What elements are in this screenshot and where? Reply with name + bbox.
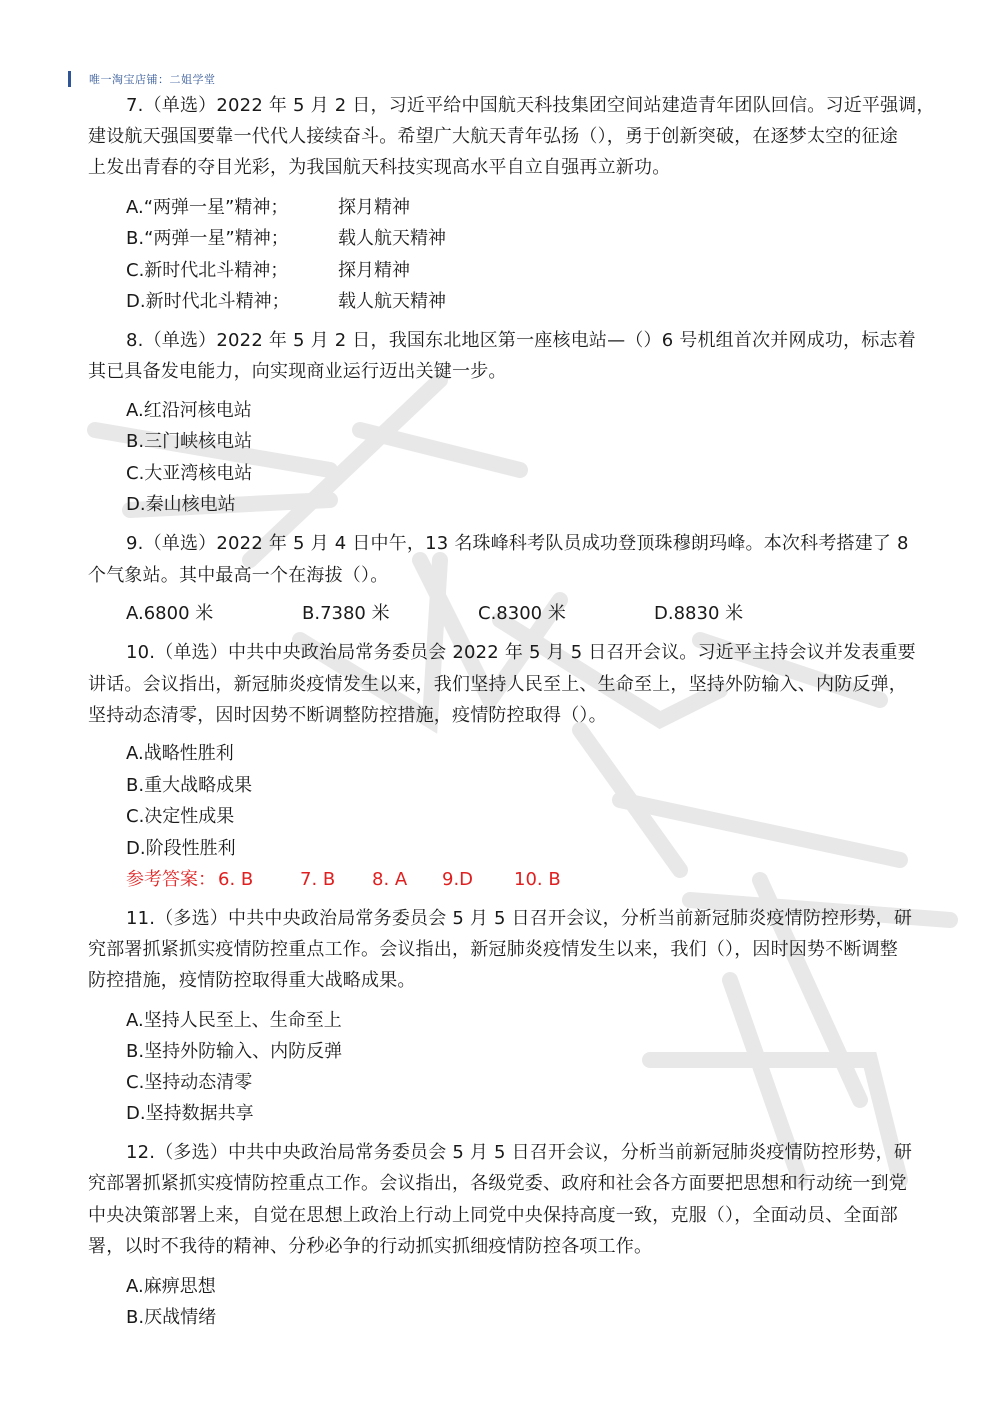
q8-option-d: D.秦山核电站 [126,494,236,515]
q9-option-b: B.7380 米 [302,603,390,624]
q12-line-4: 署，以时不我待的精神、分秒必争的行动抓实抓细疫情防控各项工作。 [88,1236,653,1257]
answer-6: 6. B [218,869,254,890]
q12-line-2: 究部署抓紧抓实疫情防控重点工作。会议指出，各级党委、政府和社会各方面要把思想和行动统一到党 [88,1173,907,1194]
q10-option-d: D.阶段性胜利 [126,838,236,859]
q7-option-a: A.“两弹一星”精神； 探月精神 [126,197,410,218]
q12-line-3: 中央决策部署上来，自觉在思想上政治上行动上同党中央保持高度一致，克服（），全面动员、全面部 [88,1205,898,1226]
q12-line-1: 12.（多选）中共中央政治局常务委员会 5 月 5 日召开会议，分析当前新冠肺炎疫情防控形势，研 [126,1142,913,1163]
q10-option-b: B.重大战略成果 [126,775,253,796]
answer-9: 9.D [442,869,474,890]
q12-option-a: A.麻痹思想 [126,1276,216,1297]
q8-option-b: B.三门峡核电站 [126,431,253,452]
q9-line-2: 个气象站。其中最高一个在海拔（）。 [88,565,389,586]
q7-option-c: C.新时代北斗精神； 探月精神 [126,260,410,281]
q8-option-a: A.红沿河核电站 [126,400,252,421]
q8-line-1: 8.（单选）2022 年 5 月 2 日，我国东北地区第一座核电站—（）6 号机组首次并网成功，标志着 [126,330,916,351]
q10-line-2: 讲话。会议指出，新冠肺炎疫情发生以来，我们坚持人民至上、生命至上，坚持外防输入、内防反弹， [88,674,907,695]
answer-8: 8. A [372,869,408,890]
q8-line-2: 其已具备发电能力，向实现商业运行迈出关键一步。 [88,361,507,382]
q10-line-3: 坚持动态清零，因时因势不断调整防控措施，疫情防控取得（）。 [88,705,607,726]
q10-option-a: A.战略性胜利 [126,743,234,764]
answer-10: 10. B [514,869,561,890]
q12-option-b: B.厌战情绪 [126,1307,217,1328]
q11-line-3: 防控措施，疫情防控取得重大战略成果。 [88,970,416,991]
q8-option-c: C.大亚湾核电站 [126,463,253,484]
q7-line-2: 建设航天强国要靠一代代人接续奋斗。希望广大航天青年弘扬（），勇于创新突破，在逐梦太空的征途 [88,126,898,147]
q11-option-b: B.坚持外防输入、内防反弹 [126,1041,343,1062]
q7-option-b: B.“两弹一星”精神； 载人航天精神 [126,228,446,249]
q9-option-c: C.8300 米 [478,603,566,624]
q7-line-3: 上发出青春的夺目光彩，为我国航天科技实现高水平自立自强再立新功。 [88,157,671,178]
q11-line-2: 究部署抓紧抓实疫情防控重点工作。会议指出，新冠肺炎疫情发生以来，我们（），因时因势不断调整 [88,939,898,960]
q10-option-c: C.决定性成果 [126,806,235,827]
q11-option-a: A.坚持人民至上、生命至上 [126,1010,342,1031]
q9-line-1: 9.（单选）2022 年 5 月 4 日中午，13 名珠峰科考队员成功登顶珠穆朗玛峰。本次科考搭建了 8 [126,533,909,554]
q11-option-c: C.坚持动态清零 [126,1072,253,1093]
q7-option-d: D.新时代北斗精神； 载人航天精神 [126,291,446,312]
q9-option-a: A.6800 米 [126,603,214,624]
q9-option-d: D.8830 米 [654,603,744,624]
answers-label: 参考答案： [126,869,216,890]
answer-7: 7. B [300,869,336,890]
reference-answers [126,868,561,892]
q11-line-1: 11.（多选）中共中央政治局常务委员会 5 月 5 日召开会议，分析当前新冠肺炎疫情防控形势，研 [126,908,913,929]
q11-option-d: D.坚持数据共享 [126,1103,254,1124]
shop-label: 唯一淘宝店铺：二姐学堂 [89,73,216,86]
q7-line-1: 7.（单选）2022 年 5 月 2 日，习近平给中国航天科技集团空间站建造青年团队回信。习近平强调， [126,95,935,116]
q10-line-1: 10.（单选）中共中央政治局常务委员会 2022 年 5 月 5 日召开会议。习近平主持会议并发表重要 [126,642,916,663]
